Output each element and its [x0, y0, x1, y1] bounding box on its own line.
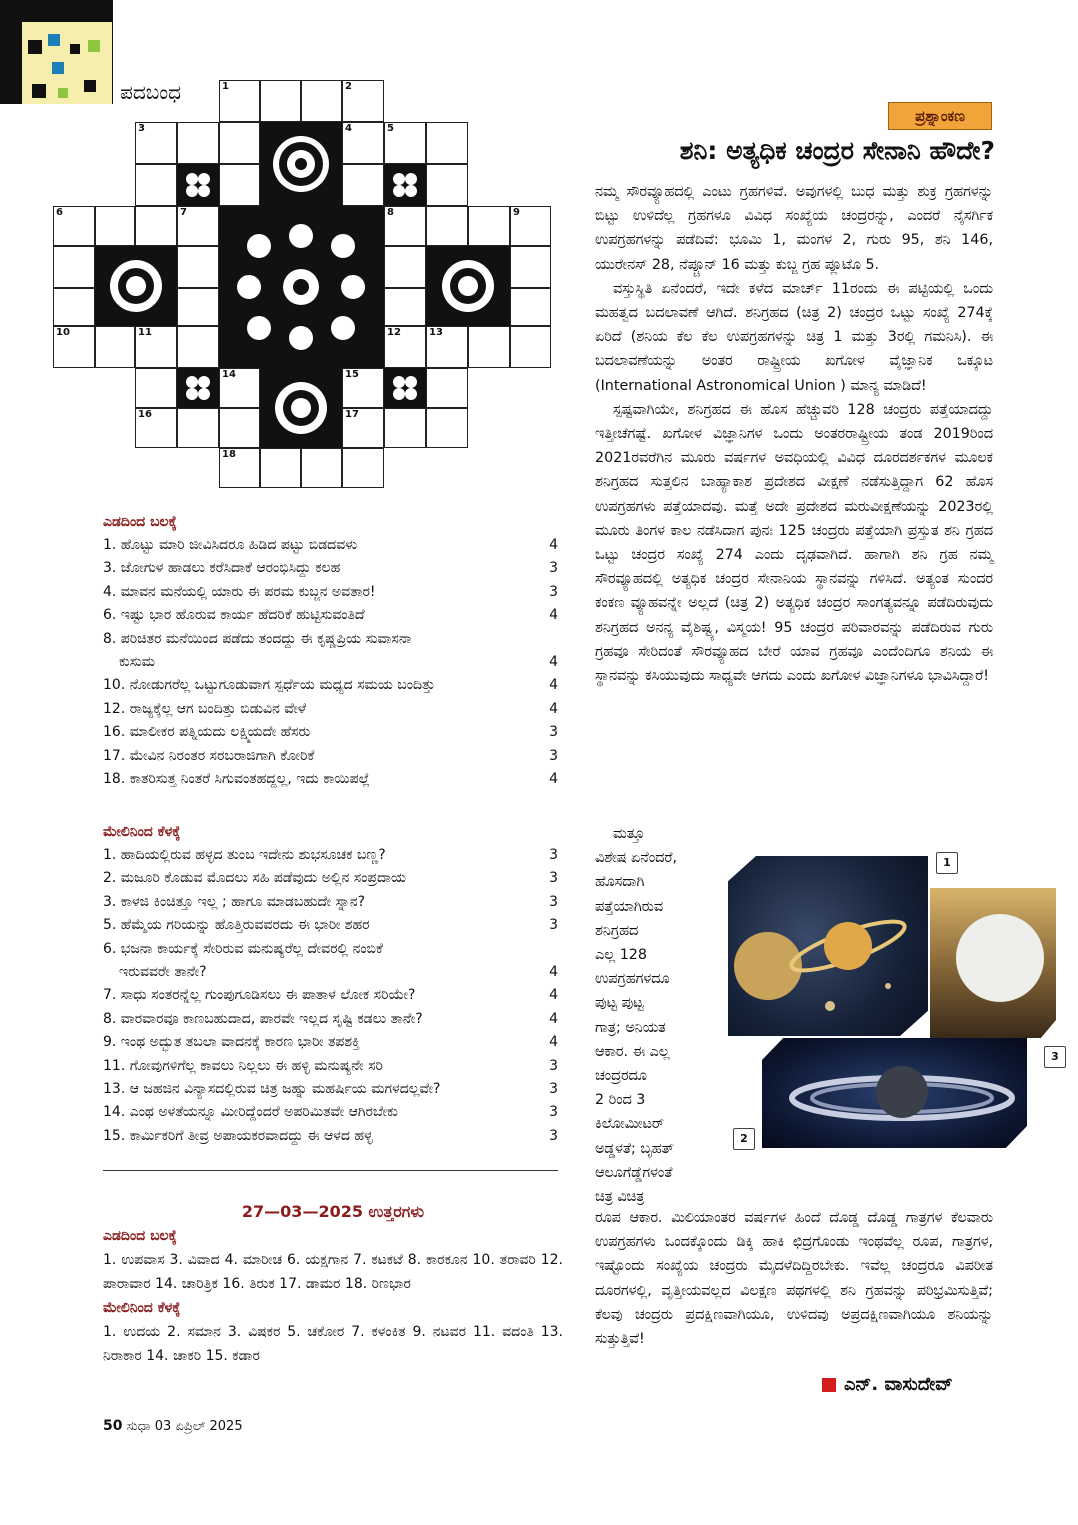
figure-label-1: 1: [936, 852, 958, 874]
across-heading: ಎಡದಿಂದ ಬಲಕ್ಕೆ: [103, 514, 177, 530]
answers-block: [103, 1200, 563, 1368]
clue-number: 12: [387, 327, 401, 338]
clue-number: 11: [138, 327, 152, 338]
ornament-block: [260, 368, 342, 448]
clue-number: 3: [138, 123, 145, 134]
clue-number: 17: [345, 409, 359, 420]
page-number: 50: [103, 1418, 123, 1434]
down-clues: ಮೇಲಿನಿಂದ ಕೆಳಕ್ಕೆ 1. ಹಾದಿಯಲ್ಲಿರುವ ಹಳ್ಳದ ತುಂಬ ಇದೇನು ಶುಭಸೂಚಕ ಬಣ್ಣ? 3 2. ಮಜೂರಿ ಕೊಡುವ ಮೊದಲು ಸಹಿ ಪಡೆವುದು ಅಲ್ಲಿನ ಸಂಪ್ರದಾಯ 3 3. ಕಾಳಜಿ ಕಿಂಚಿತ್ತೂ ಇಲ್ಲ ; ಹಾಗೂ ಮಾಡಬಹುದೇ ಸ್ನಾನ? 3 5. ಹೆಮ್ಮೆಯ ಗರಿಯನ್ನು ಹೊತ್ತಿರುವವರದು ಈ ಭಾರೀ ಶಹರ 3 6. ಭಜನಾ ಕಾರ್ಯಕ್ಕೆ ಸೇರಿರುವ ಮನುಷ್ಯರೆಲ್ಲ ದೇವರಲ್ಲಿ ನಂಬಿಕೆ ಇರುವವರೇ ತಾನೇ? 4 7. ಸಾಧು ಸಂತರನ್ನೆಲ್ಲ ಗುಂಪುಗೂಡಿಸಲು ಈ ಪಾತಾಳ ಲೋಕ ಸರಿಯೇ? 4 8. ವಾರವಾರವೂ ಕಾಣಬಹುದಾದ, ಪಾರವೇ ಇಲ್ಲದ ಸೃಷ್ಟಿ ಕಡಲು ತಾನೇ? 4 9. ಇಂಥ ಅದ್ಭುತ ತಬಲಾ ವಾದನಕ್ಕೆ ಕಾರಣ ಭಾರೀ ತಪಶಕ್ತಿ 4 11. ಗೋವುಗಳಿಗೆಲ್ಲ ಕಾವಲು ನಿಲ್ಲಲು ಈ ಹಳ್ಳಿ ಮನುಷ್ಯನೇ ಸರಿ 3 13. ಆ ಜಹಜಿನ ವಿನ್ಯಾಸದಲ್ಲಿರುವ ಚಿತ್ರ ಜಹ್ನು ಮಹರ್ಷಿಯ ಮಗಳದಲ್ಲವೇ? 3 14. ಎಂಥ ಅಳತೆಯನ್ನೂ ಮೀರಿದ್ದೆಂದರೆ ಅಪರಿಮಿತವೇ ಆಗಿರಬೇಕು 3 15. ಕಾರ್ಮಿಕರಿಗೆ ತೀವ್ರ ಅಪಾಯಕರವಾದದ್ದು ಈ ಆಳದ ಹಳ್ಳ 3: [103, 824, 558, 1144]
article-side-column: ಮತ್ತೂ ವಿಶೇಷ ಏನೆಂದರೆ, ಹೊಸದಾಗಿ ಪತ್ತೆಯಾಗಿರುವ ಶನಿಗ್ರಹದ ಎಲ್ಲ 128 ಉಪಗ್ರಹಗಳದೂ ಪುಟ್ಟ ಪುಟ್ಟ ಗಾತ್ರ; ಅನಿಯತ ಆಕಾರ. ಈ ಎಲ್ಲ ಚಂದ್ರರದೂ 2 ರಿಂದ 3 ಕಿಲೋಮೀಟರ್ ಅಡ್ಡಳತೆ; ಬೃಹತ್ ಆಲೂಗೆಡ್ಡೆಗಳಂತೆ ಚಿತ್ರ ವಿಚಿತ್ರ: [595, 826, 678, 1206]
article-body: ನಮ್ಮ ಸೌರವ್ಯೂಹದಲ್ಲಿ ಎಂಟು ಗ್ರಹಗಳಿವೆ. ಅವುಗಳಲ್ಲಿ ಬುಧ ಮತ್ತು ಶುಕ್ರ ಗ್ರಹಗಳನ್ನು ಬಿಟ್ಟು ಉಳಿದೆಲ್ಲ ಗ್ರಹಗಳೂ ವಿವಿಧ ಸಂಖ್ಯೆಯ ಚಂದ್ರರನ್ನು, ಎಂದರೆ ನೈಸರ್ಗಿಕ ಉಪಗ್ರಹಗಳನ್ನು ಪಡೆದಿವೆ: ಭೂಮಿ 1, ಮಂಗಳ 2, ಗುರು 95, ಶನಿ 146, ಯುರೇನಸ್ 28, ನೆಪ್ಚೂನ್ 16 ಮತ್ತು ಕುಬ್ಜ ಗ್ರಹ ಪ್ಲೂಟೊ 5. ವಸ್ತುಸ್ಥಿತಿ ಏನೆಂದರೆ, ಇದೇ ಕಳೆದ ಮಾರ್ಚ್ 11ರಂದು ಈ ಪಟ್ಟಿಯಲ್ಲಿ ಒಂದು ಮಹತ್ವದ ಬದಲಾವಣೆ ಆಗಿದೆ. ಶನಿಗ್ರಹದ (ಚಿತ್ರ 2) ಚಂದ್ರರ ಒಟ್ಟು ಸಂಖ್ಯೆ 274ಕ್ಕೆ ಏರಿದೆ (ಶನಿಯ ಕೆಲ ಕೆಲ ಉಪಗ್ರಹಗಳನ್ನು ಚಿತ್ರ 1 ಮತ್ತು 3ರಲ್ಲಿ ಗಮನಿಸಿ). ಈ ಬದಲಾವಣೆಯನ್ನು ಅಂತರ ರಾಷ್ಟ್ರೀಯ ಖಗೋಳ ವೈಜ್ಞಾನಿಕ ಒಕ್ಕೂಟ (International Astronomical Union ) ಮಾನ್ಯ ಮಾಡಿದೆ! ಸ್ಪಷ್ಟವಾಗಿಯೇ, ಶನಿಗ್ರಹದ ಈ ಹೊಸ ಹೆಚ್ಚುವರಿ 128 ಚಂದ್ರರು ಪತ್ತೆಯಾದದ್ದು ಇತ್ತೀಚೆಗಷ್ಟೆ. ಖಗೋಳ ವಿಜ್ಞಾನಿಗಳ ಒಂದು ಅಂತರರಾಷ್ಟ್ರೀಯ ತಂಡ 2019ರಿಂದ 2021ರವರೆಗಿನ ಮೂರು ವರ್ಷಗಳ ಅವಧಿಯಲ್ಲಿ ವಿವಿಧ ದೂರದರ್ಶಕಗಳ ಮೂಲಕ ಶನಿಗ್ರಹದ ಸುತ್ತಲಿನ ಬಾಹ್ಯಾಕಾಶ ಪ್ರದೇಶದ ವೀಕ್ಷಣೆ ನಡೆಸುತ್ತಿದ್ದಾಗ 62 ಹೊಸ ಉಪಗ್ರಹಗಳು ಪತ್ತೆಯಾದವು. ಮತ್ತೆ ಅದೇ ಪ್ರದೇಶದ ಮರುವೀಕ್ಷಣೆಯನ್ನು 2023ರಲ್ಲಿ ಮೂರು ತಿಂಗಳ ಕಾಲ ನಡೆಸಿದಾಗ ಪುನಃ 125 ಚಂದ್ರರು ಪತ್ತೆಯಾಗಿ ಪ್ರಸ್ತುತ ಶನಿ ಗ್ರಹದ ಒಟ್ಟು ಚಂದ್ರರ ಸಂಖ್ಯೆ 274 ಎಂದು ದೃಢವಾಗಿದೆ. ಹಾಗಾಗಿ ಶನಿ ಗ್ರಹ ನಮ್ಮ ಸೌರವ್ಯೂಹದಲ್ಲಿ ಅತ್ಯಧಿಕ ಚಂದ್ರರ ಸೇನಾನಿಯ ಸ್ಥಾನವನ್ನು ಗಳಿಸಿದೆ. ಅತ್ಯಂತ ಸುಂದರ ಕಂಕಣ ವ್ಯೂಹವನ್ನೇ ಅಲ್ಲದೆ (ಚಿತ್ರ 2) ಅತ್ಯಧಿಕ ಚಂದ್ರರ ಸಾಂಗತ್ಯವನ್ನೂ ಪಡೆದಿರುವುದು ಶನಿಗ್ರಹದ ಅನನ್ಯ ವೈಶಿಷ್ಟ್ಯ, ವಿಸ್ಮಯ! 95 ಚಂದ್ರರ ಪರಿವಾರವನ್ನು ಪಡೆದಿರುವ ಗುರು ಗ್ರಹವೂ ಸೇರಿದಂತೆ ಸೌರವ್ಯೂಹದ ಬೇರೆ ಯಾವ ಗ್ರಹವೂ ಎಂದೆಂದಿಗೂ ಶನಿಯ ಈ ಸ್ಥಾನವನ್ನು ಕಸಿಯುವುದು ಸಾಧ್ಯವೇ ಆಗದು ಎಂದು ಖಗೋಳ ವಿಜ್ಞಾನಿಗಳೂ ಭಾವಿಸಿದ್ದಾರೆ!: [595, 184, 993, 685]
saturn-figures: [722, 848, 1072, 1168]
clue-number: 13: [429, 327, 443, 338]
figure-label-2: 2: [733, 1128, 755, 1150]
figure-1-saturn-moons: [728, 856, 928, 1036]
down-heading: ಮೇಲಿನಿಂದ ಕೆಳಕ್ಕೆ: [103, 824, 181, 840]
center-ornament: [219, 206, 384, 368]
figure-label-3: 3: [1044, 1046, 1066, 1068]
clue-number: 7: [180, 207, 187, 218]
author-mark: [822, 1378, 836, 1392]
figure-saturn-rings: [762, 1038, 1027, 1148]
clue-number: 15: [345, 369, 359, 380]
across-clues: ಎಡದಿಂದ ಬಲಕ್ಕೆ 1. ಹೊಟ್ಟು ಮಾರಿ ಜೀವಿಸಿದರೂ ಹಿಡಿದ ಪಟ್ಟು ಬಿಡದವಳು 4 3. ಜೋಗುಳ ಹಾಡಲು ಕರೆಸಿದಾಕೆ ಆರಂಭಿಸಿದ್ದು ಕಲಹ 3 4. ಮಾವನ ಮನೆಯಲ್ಲಿ ಯಾರು ಈ ಪರಮ ಕುಬ್ಜನ ಅವತಾರ! 3 6. ಇಷ್ಟು ಭಾರ ಹೊರುವ ಕಾರ್ಯ ಹೆದರಿಕೆ ಹುಟ್ಟಿಸುವಂತಿದೆ 4 8. ಪರಿಚಿತರ ಮನೆಯಿಂದ ಪಡೆದು ತಂದದ್ದು ಈ ಕೃಷ್ಣಪ್ರಿಯ ಸುವಾಸನಾ ಕುಸುಮ 4 10. ನೋಡುಗರೆಲ್ಲ ಒಟ್ಟುಗೂಡುವಾಗ ಸ್ಪರ್ಧೆಯ ಮಧ್ಯದ ಸಮಯ ಬಂದಿತ್ತು 4 12. ರಾಜ್ಯಕ್ಕೆಲ್ಲ ಆಗ ಬಂದಿತ್ತು ಬಿಡುವಿನ ವೇಳೆ 4 16. ಮಾಲೀಕರ ಪತ್ನಿಯದು ಲಕ್ಷ್ಮಿಯದೇ ಹೆಸರು 3 17. ಮೇವಿನ ನಿರಂತರ ಸರಬರಾಜಿಗಾಗಿ ಕೋರಿಕೆ 3 18. ಕಾತರಿಸುತ್ತ ನಿಂತರೆ ಸಿಗುವಂತಹದ್ದಲ್ಲ, ಇದು ಕಾಯಿಪಲ್ಲೆ 4: [103, 514, 558, 788]
ornament-block: [95, 246, 177, 326]
clue-number: 10: [56, 327, 70, 338]
clue-number: 1: [222, 81, 229, 92]
answers-across-heading: ಎಡದಿಂದ ಬಲಕ್ಕೆ: [103, 1228, 177, 1244]
clue-number: 2: [345, 81, 352, 92]
clue-number: 6: [56, 207, 63, 218]
clue-number: 5: [387, 123, 394, 134]
section-title: ಪದಬಂಧ: [120, 80, 182, 104]
section-tag: ಪ್ರಶ್ನಾಂಕಣ: [888, 102, 992, 130]
clue-number: 16: [138, 409, 152, 420]
answers-across: 1. ಉಪವಾಸ 3. ವಿವಾದ 4. ಮಾರೀಚ 6. ಯಕ್ಷಗಾನ 7. ಕಟಕಟೆ 8. ಕಾರಕೂನ 10. ತರಾವರಿ 12. ಪಾರಾವಾರ 14. ಚಾರಿತ್ರಿಕ 16. ತಿರುಕ 17. ಡಾಮರ 18. ರಿಣಭಾರ: [103, 1252, 563, 1292]
article-headline: ಶನಿ: ಅತ್ಯಧಿಕ ಚಂದ್ರರ ಸೇನಾನಿ ಹೌದೇ?: [679, 136, 995, 165]
clue-number: 9: [513, 207, 520, 218]
page-footer: [103, 1418, 243, 1434]
clue-number: 4: [345, 123, 352, 134]
article-author: ಎನ್. ವಾಸುದೇವ್: [822, 1374, 953, 1395]
ornament-block: [426, 246, 510, 326]
figure-moon-closeup: [930, 888, 1056, 1038]
clue-number: 14: [222, 369, 236, 380]
answers-date: 27—03—2025 ಉತ್ತರಗಳು: [241, 1202, 425, 1221]
answers-down-heading: ಮೇಲಿನಿಂದ ಕೆಳಕ್ಕೆ: [103, 1300, 181, 1316]
article-body-continued: ರೂಪ ಆಕಾರ. ಮಿಲಿಯಾಂತರ ವರ್ಷಗಳ ಹಿಂದೆ ದೊಡ್ಡ ದೊಡ್ಡ ಗಾತ್ರಗಳ ಕೆಲವಾರು ಉಪಗ್ರಹಗಳು ಒಂದಕ್ಕೊಂದು ಡಿಕ್ಕಿ ಹಾಕಿ ಛಿದ್ರಗೊಂಡು ಇಂಥವೆಲ್ಲ ರೂಪ, ಗಾತ್ರಗಳ, ಇಷ್ಟೊಂದು ಸಂಖ್ಯೆಯ ಚಂದ್ರರು ಮೈದಳೆದಿದ್ದಿರಬೇಕು. ಇವೆಲ್ಲ ಚಂದ್ರರೂ ವಿಪರೀತ ದೂರಗಳಲ್ಲಿ, ವೃತ್ತೀಯವಲ್ಲದ ವಿಲಕ್ಷಣ ಪಥಗಳಲ್ಲಿ ಶನಿ ಗ್ರಹವನ್ನು ಪರಿಭ್ರಮಿಸುತ್ತಿವೆ; ಕೆಲವು ಚಂದ್ರರು ಪ್ರದಕ್ಷಿಣವಾಗಿಯೂ, ಉಳಿದವು ಅಪ್ರದಕ್ಷಿಣವಾಗಿಯೂ ಶನಿಯನ್ನು ಸುತ್ತುತ್ತಿವೆ!: [595, 1210, 993, 1348]
footer-text: ಸುಧಾ 03 ಏಪ್ರಿಲ್ 2025: [126, 1419, 243, 1434]
crossword-grid[interactable]: [53, 80, 553, 488]
clue-number: 8: [387, 207, 394, 218]
clue-number: 18: [222, 449, 236, 460]
answers-down: 1. ಉದಯ 2. ಸಮಾನ 3. ವಿಷಕರ 5. ಚಕೋರ 7. ಕಳಂಕಿತ 9. ನಟವರ 11. ವದಂತಿ 13. ನಿರಾಕಾರ 14. ಚಾಕರಿ 15. ಕಡಾರ: [103, 1324, 563, 1364]
ornament-block: [260, 122, 342, 206]
divider: [103, 1170, 558, 1171]
